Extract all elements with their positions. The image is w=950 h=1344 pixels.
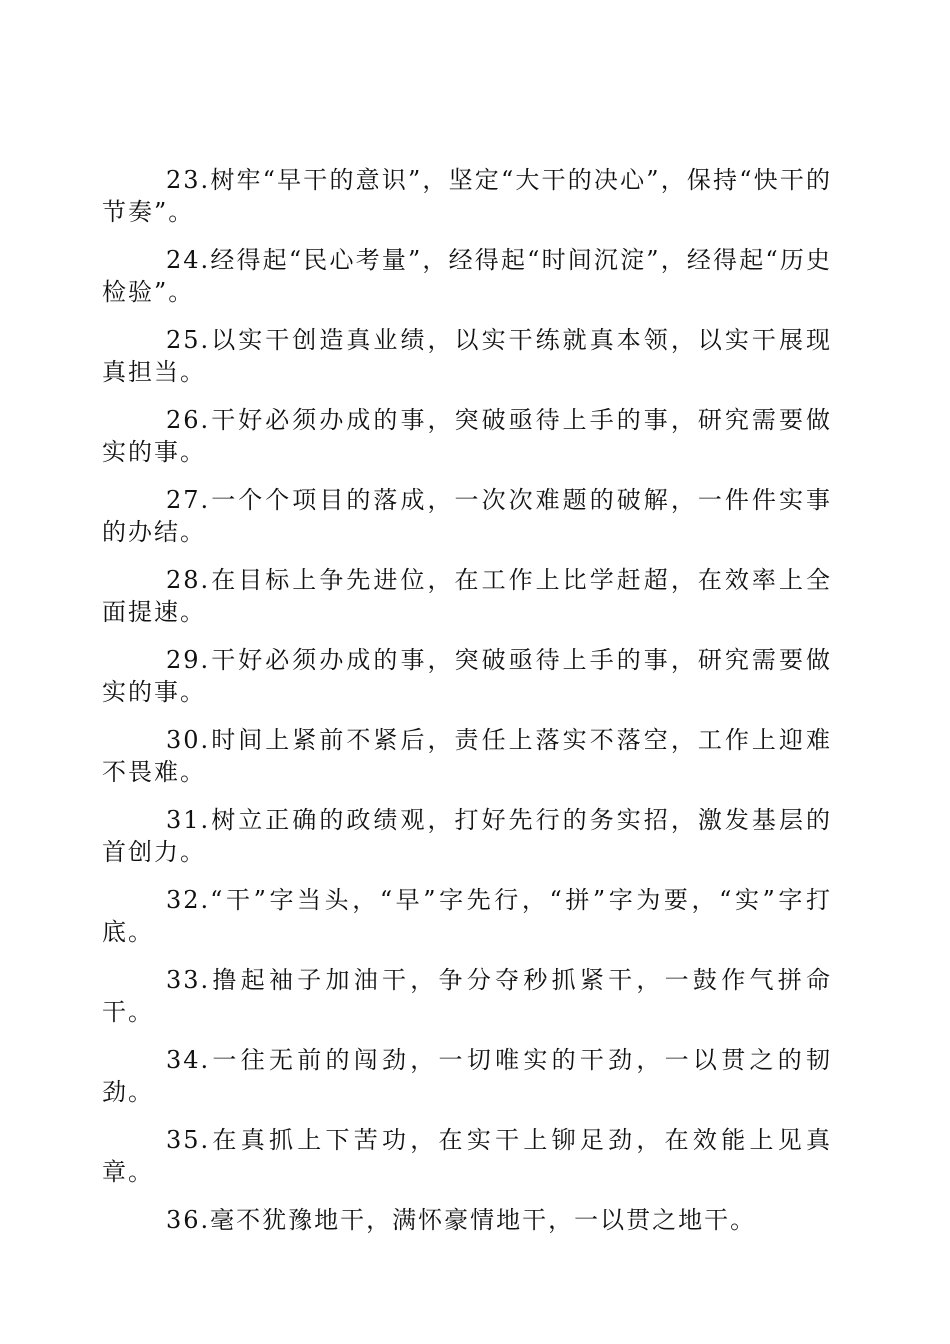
list-item: 32.“干”字当头，“早”字先行，“拼”字为要，“实”字打底。 xyxy=(102,886,832,946)
list-item: 26.干好必须办成的事，突破亟待上手的事，研究需要做实的事。 xyxy=(102,406,832,466)
list-item: 27.一个个项目的落成，一次次难题的破解，一件件实事的办结。 xyxy=(102,486,832,546)
list-item: 24.经得起“民心考量”，经得起“时间沉淀”，经得起“历史检验”。 xyxy=(102,246,832,306)
list-item: 25.以实干创造真业绩，以实干练就真本领，以实干展现真担当。 xyxy=(102,326,832,386)
list-item: 30.时间上紧前不紧后，责任上落实不落空，工作上迎难不畏难。 xyxy=(102,726,832,786)
document-body xyxy=(102,164,832,1252)
list-item: 34.一往无前的闯劲，一切唯实的干劲，一以贯之的韧劲。 xyxy=(102,1046,832,1106)
list-item: 28.在目标上争先进位，在工作上比学赶超，在效率上全面提速。 xyxy=(102,566,832,626)
list-item: 23.树牢“早干的意识”，坚定“大干的决心”，保持“快干的节奏”。 xyxy=(102,166,832,226)
list-item: 35.在真抓上下苦功，在实干上铆足劲，在效能上见真章。 xyxy=(102,1126,832,1186)
list-item: 29.干好必须办成的事，突破亟待上手的事，研究需要做实的事。 xyxy=(102,646,832,706)
list-item: 31.树立正确的政绩观，打好先行的务实招，激发基层的首创力。 xyxy=(102,806,832,866)
list-item: 33.撸起袖子加油干，争分夺秒抓紧干，一鼓作气拼命干。 xyxy=(102,966,832,1026)
list-item: 36.毫不犹豫地干，满怀豪情地干，一以贯之地干。 xyxy=(166,1206,757,1234)
